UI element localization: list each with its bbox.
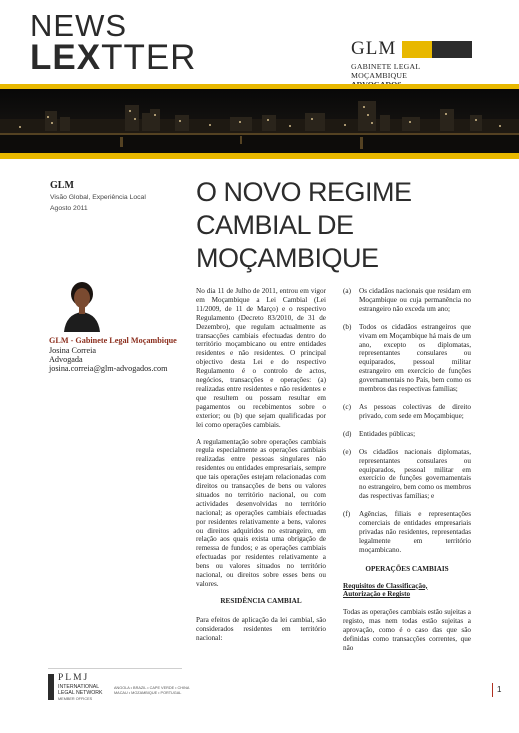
article-title-line-1: O NOVO REGIME bbox=[196, 177, 412, 207]
firm-logo-mark: GLM bbox=[351, 38, 397, 59]
paragraph-operations: Todas as operações cambiais estão sujeitas a registo, mas nem todas estão sujeitas a aprovação, como é o caso das que são definidas como transacções correntes, que não bbox=[343, 608, 471, 652]
page-number-marker bbox=[492, 683, 493, 697]
article-title-line-3: MOÇAMBIQUE bbox=[196, 243, 379, 273]
firm-logo bbox=[351, 38, 473, 89]
paragraph-residents: Para efeitos de aplicação da lei cambial, são considerados residentes em território nacional: bbox=[196, 615, 326, 642]
heading-residencia: RESIDÊNCIA CAMBIAL bbox=[220, 596, 302, 605]
article-title bbox=[196, 176, 496, 275]
plmj-mark-icon bbox=[48, 674, 54, 700]
heading-operacoes: OPERAÇÕES CAMBIAIS bbox=[365, 564, 449, 573]
plmj-line-2: LEGAL NETWORK bbox=[58, 690, 103, 696]
accent-stripe-bottom bbox=[0, 153, 519, 159]
page-number: 1 bbox=[497, 685, 502, 694]
plmj-countries-2: MACAU • MOZAMBIQUE • PORTUGAL bbox=[114, 691, 182, 695]
list-item: (c) As pessoas colectivas de direito privado, com sede em Moçambique; bbox=[343, 402, 471, 420]
subheading-requirements-line-1: Requisitos de Classificação, bbox=[343, 581, 428, 590]
newsletter-title-news: NEWS bbox=[30, 8, 127, 43]
issue-date: Agosto 2011 bbox=[50, 205, 88, 212]
newsletter-title-lex: LEX bbox=[30, 38, 102, 77]
list-item: (a) Os cidadãos nacionais que residam em Moçambique ou cuja permanência no estrangeiro não exceda um ano; bbox=[343, 287, 471, 313]
newsletter-title-lexter bbox=[30, 40, 196, 75]
sidebar-tagline: Visão Global, Experiência Local bbox=[50, 194, 146, 201]
list-item: (b) Todos os cidadãos estrangeiros que vivam em Moçambique há mais de um ano, excepto os diplomatas, representantes consulares ou equiparados, pessoal militar estrangeiro em exercício de funções governamentais no País, bem como os membros das respectivas famílias; bbox=[343, 322, 471, 394]
contact-block bbox=[49, 336, 189, 373]
list-item: (d) Entidades públicas; bbox=[343, 429, 416, 438]
firm-logo-bar bbox=[402, 41, 472, 58]
plmj-countries-1: ANGOLA • BRAZIL • CAPE VERDE • CHINA bbox=[114, 686, 190, 690]
plmj-line-1: INTERNATIONAL bbox=[58, 684, 100, 690]
paragraph-regulation: A regulamentação sobre operações cambiais regula especialmente as operações cambiais realizadas entre pessoas singulares não residentes ou entidades empresariais, sempre que tais operações estejam relacionadas com direitos ou transacções de bens ou valores situados no território nacional, ou com actividades desenvolvidas no território nacional; as operações cambiais efectuadas por residentes relativamente a bens, valores ou direitos adquiridos no estrangeiro, em relação aos quais exista uma obrigação de remessa de fundos; e as operações cambiais efectuadas por residentes relativamente a bens ou valores situados no território nacional, ou direitos sobre esses bens ou valores. bbox=[196, 437, 326, 588]
city-night-banner-image bbox=[0, 89, 519, 153]
plmj-line-3: MEMBER OFFICES bbox=[58, 697, 93, 701]
plmj-title: PLMJ bbox=[58, 673, 90, 683]
list-item: (f) Agências, filiais e representações comerciais de entidades empresariais privadas não residentes, representadas legalmente em território moçambicano. bbox=[343, 510, 471, 554]
article-title-line-2: CAMBIAL DE bbox=[196, 210, 354, 240]
contact-firm: GLM - Gabinete Legal Moçambique bbox=[49, 336, 177, 345]
newsletter-title-tter: TTER bbox=[101, 38, 197, 77]
author-portrait bbox=[60, 280, 104, 332]
contact-name: Josina Correia bbox=[49, 346, 97, 355]
sidebar bbox=[50, 180, 190, 212]
contact-role: Advogada bbox=[49, 355, 83, 364]
article-column-2 bbox=[343, 287, 471, 653]
contact-email-link[interactable]: josina.correia@glm-advogados.com bbox=[49, 364, 168, 373]
masthead bbox=[0, 0, 519, 86]
article-column-1 bbox=[196, 287, 326, 651]
subheading-requirements-line-2: Autorização e Registo bbox=[343, 590, 411, 599]
list-item: (e) Os cidadãos nacionais diplomatas, representantes consulares ou equiparados, pessoal militar em exercício de funções governamentais no estrangeiro, bem como os membros das respectivas famílias; e bbox=[343, 447, 471, 501]
footer-divider bbox=[48, 668, 182, 669]
sidebar-glm: GLM bbox=[50, 180, 74, 191]
paragraph-intro: No dia 11 de Julho de 2011, entrou em vigor em Moçambique a Lei Cambial (Lei 11/2009, de 11 de Março) e o respectivo Regulamento (Decreto 83/2010, de 31 de Dezembro), que regulam actualmente as transacções cambiais efectuadas dentro do território moçambicano ou entre entidades residentes e não residentes. O principal objectivo desta Lei e do respectivo Regulamento é o controlo de actos, negócios, transacções e operações: (a) realizadas entre residentes e não residentes e que resultem ou possam resultar em pagamentos ou recebimentos sobre o exterior; ou (b) que sejam qualificadas por lei como operações cambiais. bbox=[196, 287, 326, 429]
firm-name: GABINETE LEGAL MOÇAMBIQUE bbox=[351, 62, 420, 80]
subheading-requirements bbox=[343, 582, 471, 600]
